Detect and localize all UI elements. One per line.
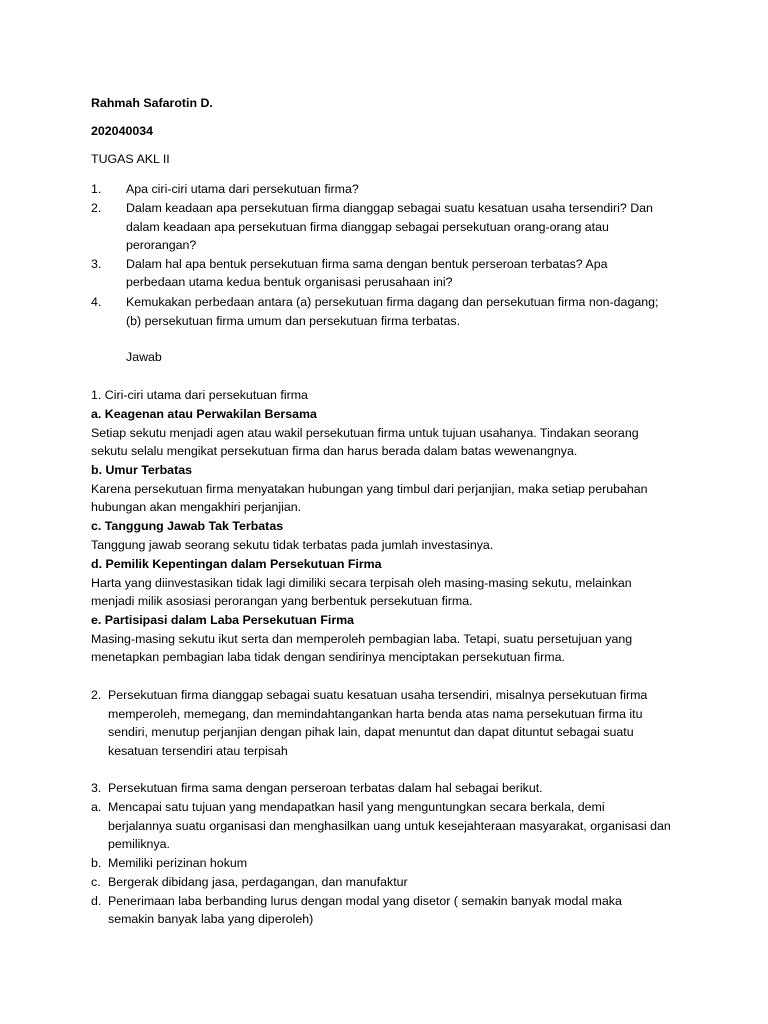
answer-number: 3. [91,781,102,795]
answer-number: 2. [91,688,102,702]
student-id: 202040034 [91,124,154,138]
question-text: perorangan? [126,238,197,252]
question-number: 2. [91,201,102,215]
answer-text: Persekutuan firma dianggap sebagai suatu kesatuan usaha tersendiri, misalnya persekutuan firma [108,688,648,702]
item-letter: b. [91,856,102,870]
item-text: pemiliknya. [108,837,170,851]
item-text: Memiliki perizinan hokum [108,856,248,870]
item-text: Bergerak dibidang jasa, perdagangan, dan manufaktur [108,875,408,889]
item-text: hubungan akan mengakhiri perjanjian. [91,500,302,514]
item-text: Penerimaan laba berbanding lurus dengan modal yang disetor ( semakin banyak modal maka [108,894,622,908]
item-text: Masing-masing sekutu ikut serta dan memperoleh pembagian laba. Tetapi, suatu persetujuan yang [91,632,633,646]
answer-intro: Persekutuan firma sama dengan perseroan terbatas dalam hal sebagai berikut. [108,781,543,795]
item-text: menjadi milik asosiasi perorangan yang berbentuk persekutuan firma. [91,594,473,608]
question-text: Dalam keadaan apa persekutuan firma dianggap sebagai suatu kesatuan usaha tersendiri? Dan [126,201,653,215]
item-title: b. Umur Terbatas [91,463,192,477]
item-text: Mencapai satu tujuan yang mendapatkan hasil yang menguntungkan secara berkala, demi [108,800,605,814]
item-title: a. Keagenan atau Perwakilan Bersama [91,407,317,421]
question-number: 3. [91,257,102,271]
item-text: menetapkan pembagian laba tidak dengan sendirinya menciptakan persekutuan firma. [91,650,565,664]
answer-text: memperoleh, memegang, dan memindahtangankan harta benda atas nama persekutuan firma itu [108,707,643,721]
question-number: 1. [91,182,102,196]
item-text: Harta yang diinvestasikan tidak lagi dimiliki secara terpisah oleh masing-masing sekutu, melainkan [91,576,632,590]
item-title: c. Tanggung Jawab Tak Terbatas [91,519,284,533]
answer-text: sendiri, menutup perjanjian dengan pihak lain, dapat menuntut dan dapat dituntut sebagai suatu [108,725,634,739]
item-text: Karena persekutuan firma menyatakan hubungan yang timbul dari perjanjian, maka setiap perubahan [91,482,648,496]
item-text: berjalannya suatu organisasi dan menghasilkan uang untuk kesejahteraan masyarakat, organisasi dan [108,819,671,833]
question-text: dalam keadaan apa persekutuan firma dianggap sebagai persekutuan orang-orang atau [126,220,609,234]
item-letter: c. [91,875,101,889]
author-name: Rahmah Safarotin D. [91,96,213,110]
question-text: (b) persekutuan firma umum dan persekutuan firma terbatas. [126,314,461,328]
answer-heading: 1. Ciri-ciri utama dari persekutuan firma [91,388,308,402]
item-letter: d. [91,894,102,908]
question-text: perbedaan utama kedua bentuk organisasi perusahaan ini? [126,275,453,289]
answer-label: Jawab [126,350,162,364]
item-letter: a. [91,800,102,814]
item-title: d. Pemilik Kepentingan dalam Persekutuan Firma [91,557,382,571]
item-text: Tanggung jawab seorang sekutu tidak terbatas pada jumlah investasinya. [91,538,494,552]
item-title: e. Partisipasi dalam Laba Persekutuan Firma [91,613,355,627]
question-text: Dalam hal apa bentuk persekutuan firma sama dengan bentuk perseroan terbatas? Apa [126,257,608,271]
question-number: 4. [91,295,102,309]
question-text: Apa ciri-ciri utama dari persekutuan firma? [126,182,359,196]
item-text: semakin banyak laba yang diperoleh) [108,912,314,926]
assignment-title: TUGAS AKL II [91,152,170,166]
answer-text: kesatuan tersendiri atau terpisah [108,744,288,758]
question-text: Kemukakan perbedaan antara (a) persekutuan firma dagang dan persekutuan firma non-dagang; [126,295,659,309]
item-text: Setiap sekutu menjadi agen atau wakil persekutuan firma untuk tujuan usahanya. Tindakan seorang [91,426,639,440]
item-text: sekutu selalu mengikat persekutuan firma dan harus berada dalam batas wewenangnya. [91,444,578,458]
